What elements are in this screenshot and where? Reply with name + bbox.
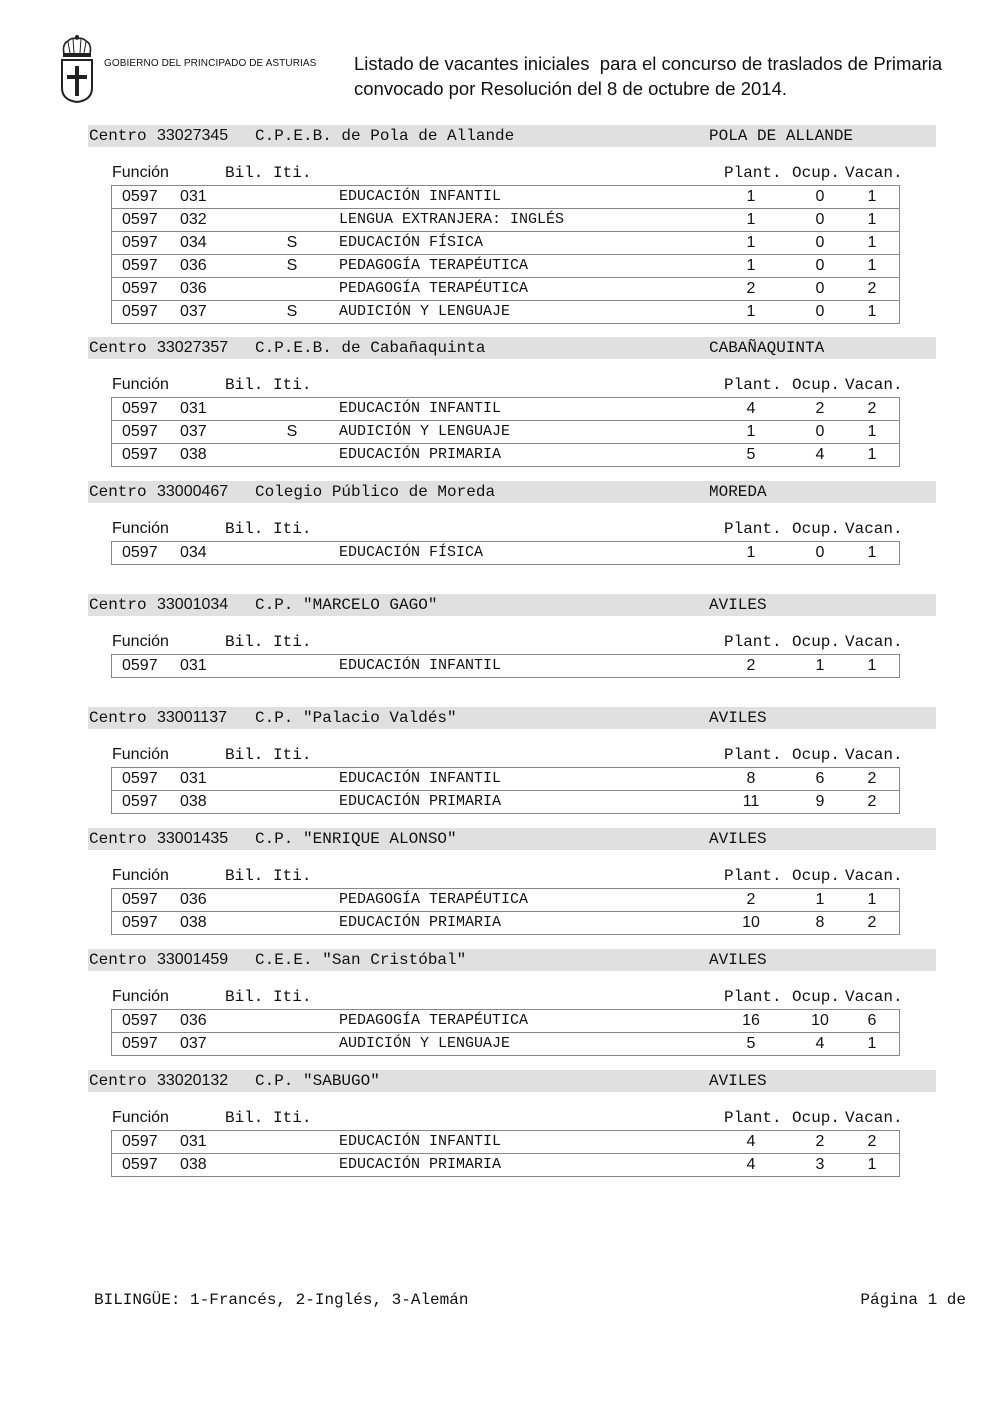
column-headers	[0, 375, 1000, 395]
cell-ocupadas: 6	[815, 770, 825, 787]
cell-cuerpo: 0597	[122, 657, 158, 674]
col-ocup: Ocup.	[792, 867, 841, 885]
table-row	[112, 790, 899, 813]
cell-ocupadas: 1	[815, 657, 825, 674]
table-row	[112, 208, 899, 231]
cell-ocupadas: 8	[815, 914, 825, 931]
cell-descripcion: EDUCACIÓN PRIMARIA	[339, 914, 502, 931]
column-headers	[0, 987, 1000, 1007]
col-vacan: Vacan.	[845, 376, 903, 394]
cell-plantilla: 8	[746, 770, 756, 787]
cell-ocupadas: 3	[815, 1156, 825, 1173]
cell-cuerpo: 0597	[122, 211, 158, 228]
vacancies-table	[111, 1130, 900, 1177]
cell-especialidad: 031	[180, 1133, 207, 1150]
centro-code: 33027357	[157, 339, 229, 356]
vacancies-table	[111, 1009, 900, 1056]
cell-cuerpo: 0597	[122, 1133, 158, 1150]
cell-descripcion: AUDICIÓN Y LENGUAJE	[339, 303, 511, 320]
col-plant: Plant.	[724, 746, 782, 764]
centro-name: C.P. "ENRIQUE ALONSO"	[255, 830, 457, 848]
column-headers	[0, 519, 1000, 539]
cell-ocupadas: 9	[815, 793, 825, 810]
cell-cuerpo: 0597	[122, 770, 158, 787]
col-plant: Plant.	[724, 988, 782, 1006]
cell-especialidad: 038	[180, 914, 207, 931]
col-bil-iti: Bil. Iti.	[225, 867, 312, 885]
cell-itinerante: S	[286, 303, 298, 320]
cell-plantilla: 10	[742, 914, 760, 931]
cell-plantilla: 1	[746, 188, 756, 205]
table-row	[112, 1153, 899, 1176]
cell-plantilla: 2	[746, 657, 756, 674]
cell-ocupadas: 1	[815, 891, 825, 908]
document-header	[0, 0, 1000, 115]
cell-vacantes: 1	[867, 423, 877, 440]
table-row	[112, 1010, 899, 1032]
col-bil-iti: Bil. Iti.	[225, 164, 312, 182]
cell-plantilla: 4	[746, 1133, 756, 1150]
col-funcion: Función	[112, 988, 169, 1005]
cell-cuerpo: 0597	[122, 280, 158, 297]
cell-ocupadas: 0	[815, 257, 825, 274]
cell-descripcion: EDUCACIÓN PRIMARIA	[339, 793, 502, 810]
col-ocup: Ocup.	[792, 988, 841, 1006]
centro-label: Centro	[89, 709, 147, 727]
column-headers	[0, 866, 1000, 886]
centro-code: 33000467	[157, 483, 229, 500]
col-plant: Plant.	[724, 376, 782, 394]
col-bil-iti: Bil. Iti.	[225, 520, 312, 538]
cell-vacantes: 6	[867, 1012, 877, 1029]
col-plant: Plant.	[724, 1109, 782, 1127]
cell-cuerpo: 0597	[122, 1156, 158, 1173]
cell-ocupadas: 10	[811, 1012, 829, 1029]
cell-plantilla: 4	[746, 400, 756, 417]
table-row	[112, 231, 899, 254]
cell-especialidad: 037	[180, 1035, 207, 1052]
table-row	[112, 768, 899, 790]
cell-vacantes: 1	[867, 446, 877, 463]
cell-descripcion: AUDICIÓN Y LENGUAJE	[339, 1035, 511, 1052]
cell-ocupadas: 0	[815, 423, 825, 440]
col-vacan: Vacan.	[845, 633, 903, 651]
cell-vacantes: 2	[867, 1133, 877, 1150]
centro-locality: CABAÑAQUINTA	[709, 339, 825, 357]
centro-locality: AVILES	[709, 709, 767, 727]
cell-especialidad: 038	[180, 446, 207, 463]
cell-plantilla: 5	[746, 446, 756, 463]
cell-cuerpo: 0597	[122, 793, 158, 810]
cell-descripcion: AUDICIÓN Y LENGUAJE	[339, 423, 511, 440]
vacancies-table	[111, 185, 900, 324]
cell-vacantes: 2	[867, 770, 877, 787]
cell-plantilla: 1	[746, 423, 756, 440]
page-number: Página 1 de	[860, 1291, 966, 1309]
cell-especialidad: 032	[180, 211, 207, 228]
table-row	[112, 420, 899, 443]
cell-cuerpo: 0597	[122, 544, 158, 561]
cell-vacantes: 1	[867, 544, 877, 561]
bilingual-legend: BILINGÜE: 1-Francés, 2-Inglés, 3-Alemán	[94, 1291, 469, 1309]
cell-plantilla: 4	[746, 1156, 756, 1173]
col-ocup: Ocup.	[792, 376, 841, 394]
col-bil-iti: Bil. Iti.	[225, 633, 312, 651]
col-funcion: Función	[112, 1109, 169, 1126]
table-row	[112, 889, 899, 911]
cell-vacantes: 1	[867, 891, 877, 908]
cell-ocupadas: 4	[815, 1035, 825, 1052]
centro-label: Centro	[89, 127, 147, 145]
vacancies-table	[111, 541, 900, 565]
centro-label: Centro	[89, 830, 147, 848]
table-row	[112, 186, 899, 208]
cell-ocupadas: 2	[815, 1133, 825, 1150]
col-vacan: Vacan.	[845, 1109, 903, 1127]
col-ocup: Ocup.	[792, 1109, 841, 1127]
table-row	[112, 398, 899, 420]
centro-code: 33001435	[157, 830, 229, 847]
cell-cuerpo: 0597	[122, 446, 158, 463]
column-headers	[0, 163, 1000, 183]
centro-locality: POLA DE ALLANDE	[709, 127, 854, 145]
col-bil-iti: Bil. Iti.	[225, 376, 312, 394]
column-headers	[0, 632, 1000, 652]
centro-code: 33001459	[157, 951, 229, 968]
cell-cuerpo: 0597	[122, 257, 158, 274]
column-headers	[0, 1108, 1000, 1128]
table-row	[112, 300, 899, 323]
cell-plantilla: 1	[746, 544, 756, 561]
table-row	[112, 911, 899, 934]
centro-label: Centro	[89, 596, 147, 614]
cell-vacantes: 1	[867, 257, 877, 274]
centro-locality: AVILES	[709, 951, 767, 969]
cell-vacantes: 1	[867, 188, 877, 205]
table-row	[112, 542, 899, 564]
government-name: GOBIERNO DEL PRINCIPADO DE ASTURIAS	[104, 58, 317, 69]
centro-name: C.P. "SABUGO"	[255, 1072, 380, 1090]
cell-especialidad: 031	[180, 657, 207, 674]
cell-plantilla: 1	[746, 234, 756, 251]
cell-especialidad: 036	[180, 891, 207, 908]
cell-cuerpo: 0597	[122, 1035, 158, 1052]
table-row	[112, 655, 899, 677]
col-ocup: Ocup.	[792, 746, 841, 764]
col-vacan: Vacan.	[845, 867, 903, 885]
cell-cuerpo: 0597	[122, 400, 158, 417]
col-vacan: Vacan.	[845, 520, 903, 538]
cell-itinerante: S	[286, 257, 298, 274]
cell-ocupadas: 0	[815, 544, 825, 561]
cell-vacantes: 2	[867, 280, 877, 297]
vacancies-table	[111, 654, 900, 678]
table-row	[112, 443, 899, 466]
cell-especialidad: 036	[180, 1012, 207, 1029]
cell-descripcion: EDUCACIÓN INFANTIL	[339, 188, 502, 205]
cell-ocupadas: 2	[815, 400, 825, 417]
cell-descripcion: PEDAGOGÍA TERAPÉUTICA	[339, 257, 529, 274]
cell-vacantes: 1	[867, 1035, 877, 1052]
cell-itinerante: S	[286, 423, 298, 440]
cell-especialidad: 034	[180, 234, 207, 251]
centro-locality: AVILES	[709, 1072, 767, 1090]
centro-name: C.E.E. "San Cristóbal"	[255, 951, 467, 969]
col-vacan: Vacan.	[845, 164, 903, 182]
cell-especialidad: 038	[180, 793, 207, 810]
centro-label: Centro	[89, 1072, 147, 1090]
coat-of-arms-icon	[58, 34, 96, 104]
cell-vacantes: 1	[867, 303, 877, 320]
cell-especialidad: 037	[180, 423, 207, 440]
cell-vacantes: 2	[867, 793, 877, 810]
col-bil-iti: Bil. Iti.	[225, 988, 312, 1006]
cell-descripcion: LENGUA EXTRANJERA: INGLÉS	[339, 211, 565, 228]
col-funcion: Función	[112, 633, 169, 650]
cell-especialidad: 036	[180, 257, 207, 274]
col-funcion: Función	[112, 164, 169, 181]
col-plant: Plant.	[724, 867, 782, 885]
col-plant: Plant.	[724, 633, 782, 651]
col-ocup: Ocup.	[792, 164, 841, 182]
cell-especialidad: 037	[180, 303, 207, 320]
cell-plantilla: 11	[742, 793, 760, 810]
cell-descripcion: EDUCACIÓN INFANTIL	[339, 1133, 502, 1150]
cell-especialidad: 031	[180, 400, 207, 417]
cell-ocupadas: 4	[815, 446, 825, 463]
cell-descripcion: PEDAGOGÍA TERAPÉUTICA	[339, 891, 529, 908]
col-funcion: Función	[112, 867, 169, 884]
title-line-1: Listado de vacantes iniciales para el concurso de traslados de Primaria	[354, 53, 943, 74]
cell-ocupadas: 0	[815, 234, 825, 251]
cell-especialidad: 038	[180, 1156, 207, 1173]
col-vacan: Vacan.	[845, 988, 903, 1006]
cell-plantilla: 1	[746, 257, 756, 274]
col-vacan: Vacan.	[845, 746, 903, 764]
cell-plantilla: 5	[746, 1035, 756, 1052]
cell-especialidad: 034	[180, 544, 207, 561]
centro-name: C.P. "MARCELO GAGO"	[255, 596, 438, 614]
centro-label: Centro	[89, 339, 147, 357]
cell-descripcion: PEDAGOGÍA TERAPÉUTICA	[339, 280, 529, 297]
centro-label: Centro	[89, 483, 147, 501]
col-funcion: Función	[112, 520, 169, 537]
cell-cuerpo: 0597	[122, 1012, 158, 1029]
cell-descripcion: EDUCACIÓN INFANTIL	[339, 400, 502, 417]
centro-locality: AVILES	[709, 596, 767, 614]
col-funcion: Función	[112, 746, 169, 763]
vacancies-table	[111, 888, 900, 935]
cell-ocupadas: 0	[815, 211, 825, 228]
vacancies-table	[111, 767, 900, 814]
centro-locality: MOREDA	[709, 483, 767, 501]
centro-label: Centro	[89, 951, 147, 969]
cell-ocupadas: 0	[815, 188, 825, 205]
table-row	[112, 1032, 899, 1055]
vacancies-table	[111, 397, 900, 467]
centro-code: 33027345	[157, 127, 229, 144]
cell-vacantes: 1	[867, 211, 877, 228]
centro-name: C.P. "Palacio Valdés"	[255, 709, 457, 727]
table-row	[112, 254, 899, 277]
cell-cuerpo: 0597	[122, 303, 158, 320]
cell-vacantes: 1	[867, 1156, 877, 1173]
centro-name: C.P.E.B. de Cabañaquinta	[255, 339, 486, 357]
cell-descripcion: EDUCACIÓN FÍSICA	[339, 234, 484, 251]
centro-code: 33001034	[157, 596, 229, 613]
col-plant: Plant.	[724, 520, 782, 538]
cell-descripcion: EDUCACIÓN INFANTIL	[339, 657, 502, 674]
table-row	[112, 1131, 899, 1153]
cell-cuerpo: 0597	[122, 423, 158, 440]
cell-plantilla: 1	[746, 211, 756, 228]
cell-cuerpo: 0597	[122, 891, 158, 908]
cell-descripcion: EDUCACIÓN PRIMARIA	[339, 1156, 502, 1173]
col-funcion: Función	[112, 376, 169, 393]
cell-vacantes: 2	[867, 400, 877, 417]
col-bil-iti: Bil. Iti.	[225, 1109, 312, 1127]
col-plant: Plant.	[724, 164, 782, 182]
cell-descripcion: PEDAGOGÍA TERAPÉUTICA	[339, 1012, 529, 1029]
cell-vacantes: 1	[867, 234, 877, 251]
cell-plantilla: 2	[746, 891, 756, 908]
cell-itinerante: S	[286, 234, 298, 251]
document-title	[354, 51, 994, 101]
column-headers	[0, 745, 1000, 765]
centro-code: 33020132	[157, 1072, 229, 1089]
centro-name: Colegio Público de Moreda	[255, 483, 496, 501]
centro-code: 33001137	[157, 709, 227, 726]
cell-vacantes: 2	[867, 914, 877, 931]
cell-ocupadas: 0	[815, 303, 825, 320]
cell-ocupadas: 0	[815, 280, 825, 297]
cell-descripcion: EDUCACIÓN FÍSICA	[339, 544, 484, 561]
cell-descripcion: EDUCACIÓN PRIMARIA	[339, 446, 502, 463]
cell-plantilla: 16	[742, 1012, 760, 1029]
cell-plantilla: 1	[746, 303, 756, 320]
cell-especialidad: 031	[180, 188, 207, 205]
centro-locality: AVILES	[709, 830, 767, 848]
centro-name: C.P.E.B. de Pola de Allande	[255, 127, 515, 145]
title-line-2: convocado por Resolución del 8 de octubre de 2014.	[354, 78, 787, 99]
cell-cuerpo: 0597	[122, 234, 158, 251]
cell-vacantes: 1	[867, 657, 877, 674]
cell-especialidad: 031	[180, 770, 207, 787]
cell-plantilla: 2	[746, 280, 756, 297]
cell-descripcion: EDUCACIÓN INFANTIL	[339, 770, 502, 787]
cell-cuerpo: 0597	[122, 188, 158, 205]
cell-especialidad: 036	[180, 280, 207, 297]
col-bil-iti: Bil. Iti.	[225, 746, 312, 764]
col-ocup: Ocup.	[792, 520, 841, 538]
col-ocup: Ocup.	[792, 633, 841, 651]
table-row	[112, 277, 899, 300]
cell-cuerpo: 0597	[122, 914, 158, 931]
